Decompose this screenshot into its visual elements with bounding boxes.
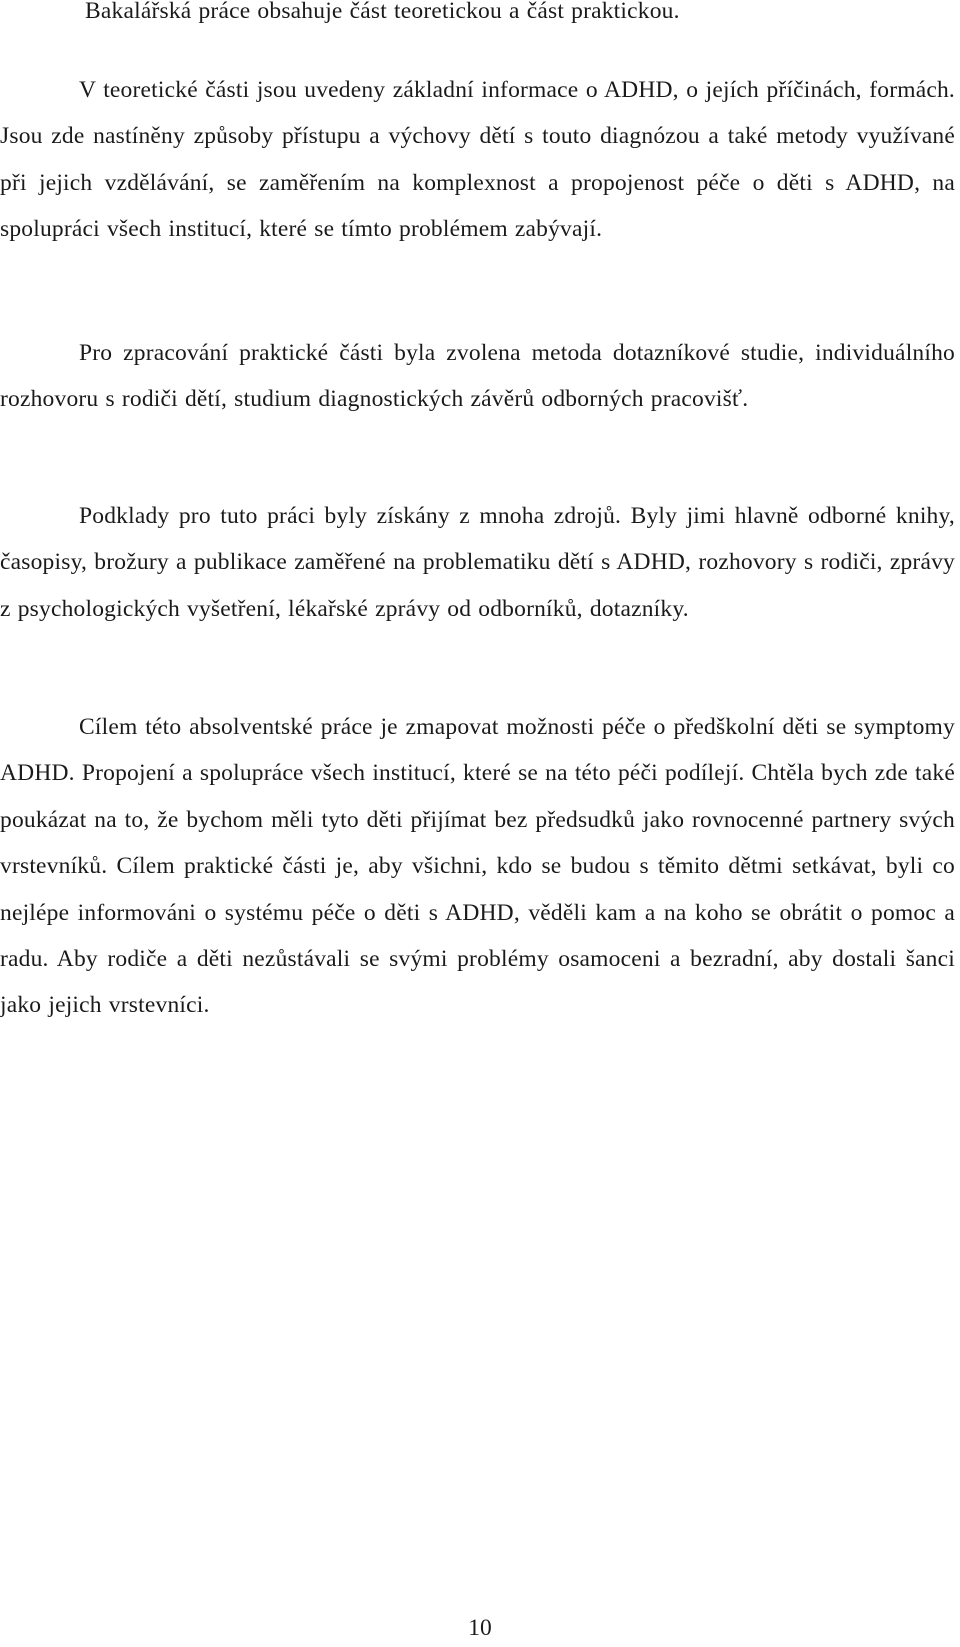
paragraph-theory: V teoretické části jsou uvedeny základní informace o ADHD, o jejích příčinách, formách. Jsou zde nastíněny způsoby přístupu a výchovy dětí s touto diagnózou a také metody využívané při jejich vzdělávání, se zaměřením na komplexnost a propojenost péče o děti s ADHD, na spolupráci všech institucí, které se tímto problémem zabývají. (0, 77, 955, 243)
paragraph-practical-method: Pro zpracování praktické části byla zvolena metoda dotazníkové studie, individuálního rozhovoru s rodiči dětí, studium diagnostických závěrů odborných pracovišť. (0, 340, 955, 413)
paragraph-intro: Bakalářská práce obsahuje část teoretickou a část praktickou. (85, 0, 680, 24)
paragraph-goals: Cílem této absolventské práce je zmapovat možnosti péče o předškolní děti se symptomy ADHD. Propojení a spolupráce všech institucí, které se na této péči podílejí. Chtěla bych zde také poukázat na to, že bychom měli tyto děti přijímat bez předsudků jako rovnocenné partnery svých vrstevníků. Cílem praktické části je, aby všichni, kdo se budou s těmito dětmi setkávat, byli co nejlépe informováni o systému péče o děti s ADHD, věděli kam a na koho se obrátit o pomoc a radu. Aby rodiče a děti nezůstávali se svými problémy osamoceni a bezradní, aby dostali šanci jako jejich vrstevníci. (0, 714, 955, 1019)
paragraph-sources: Podklady pro tuto práci byly získány z mnoha zdrojů. Byly jimi hlavně odborné knihy, časopisy, brožury a publikace zaměřené na problematiku dětí s ADHD, rozhovory s rodiči, zprávy z psychologických vyšetření, lékařské zprávy od odborníků, dotazníky. (0, 503, 955, 622)
page-number: 10 (468, 1615, 492, 1641)
